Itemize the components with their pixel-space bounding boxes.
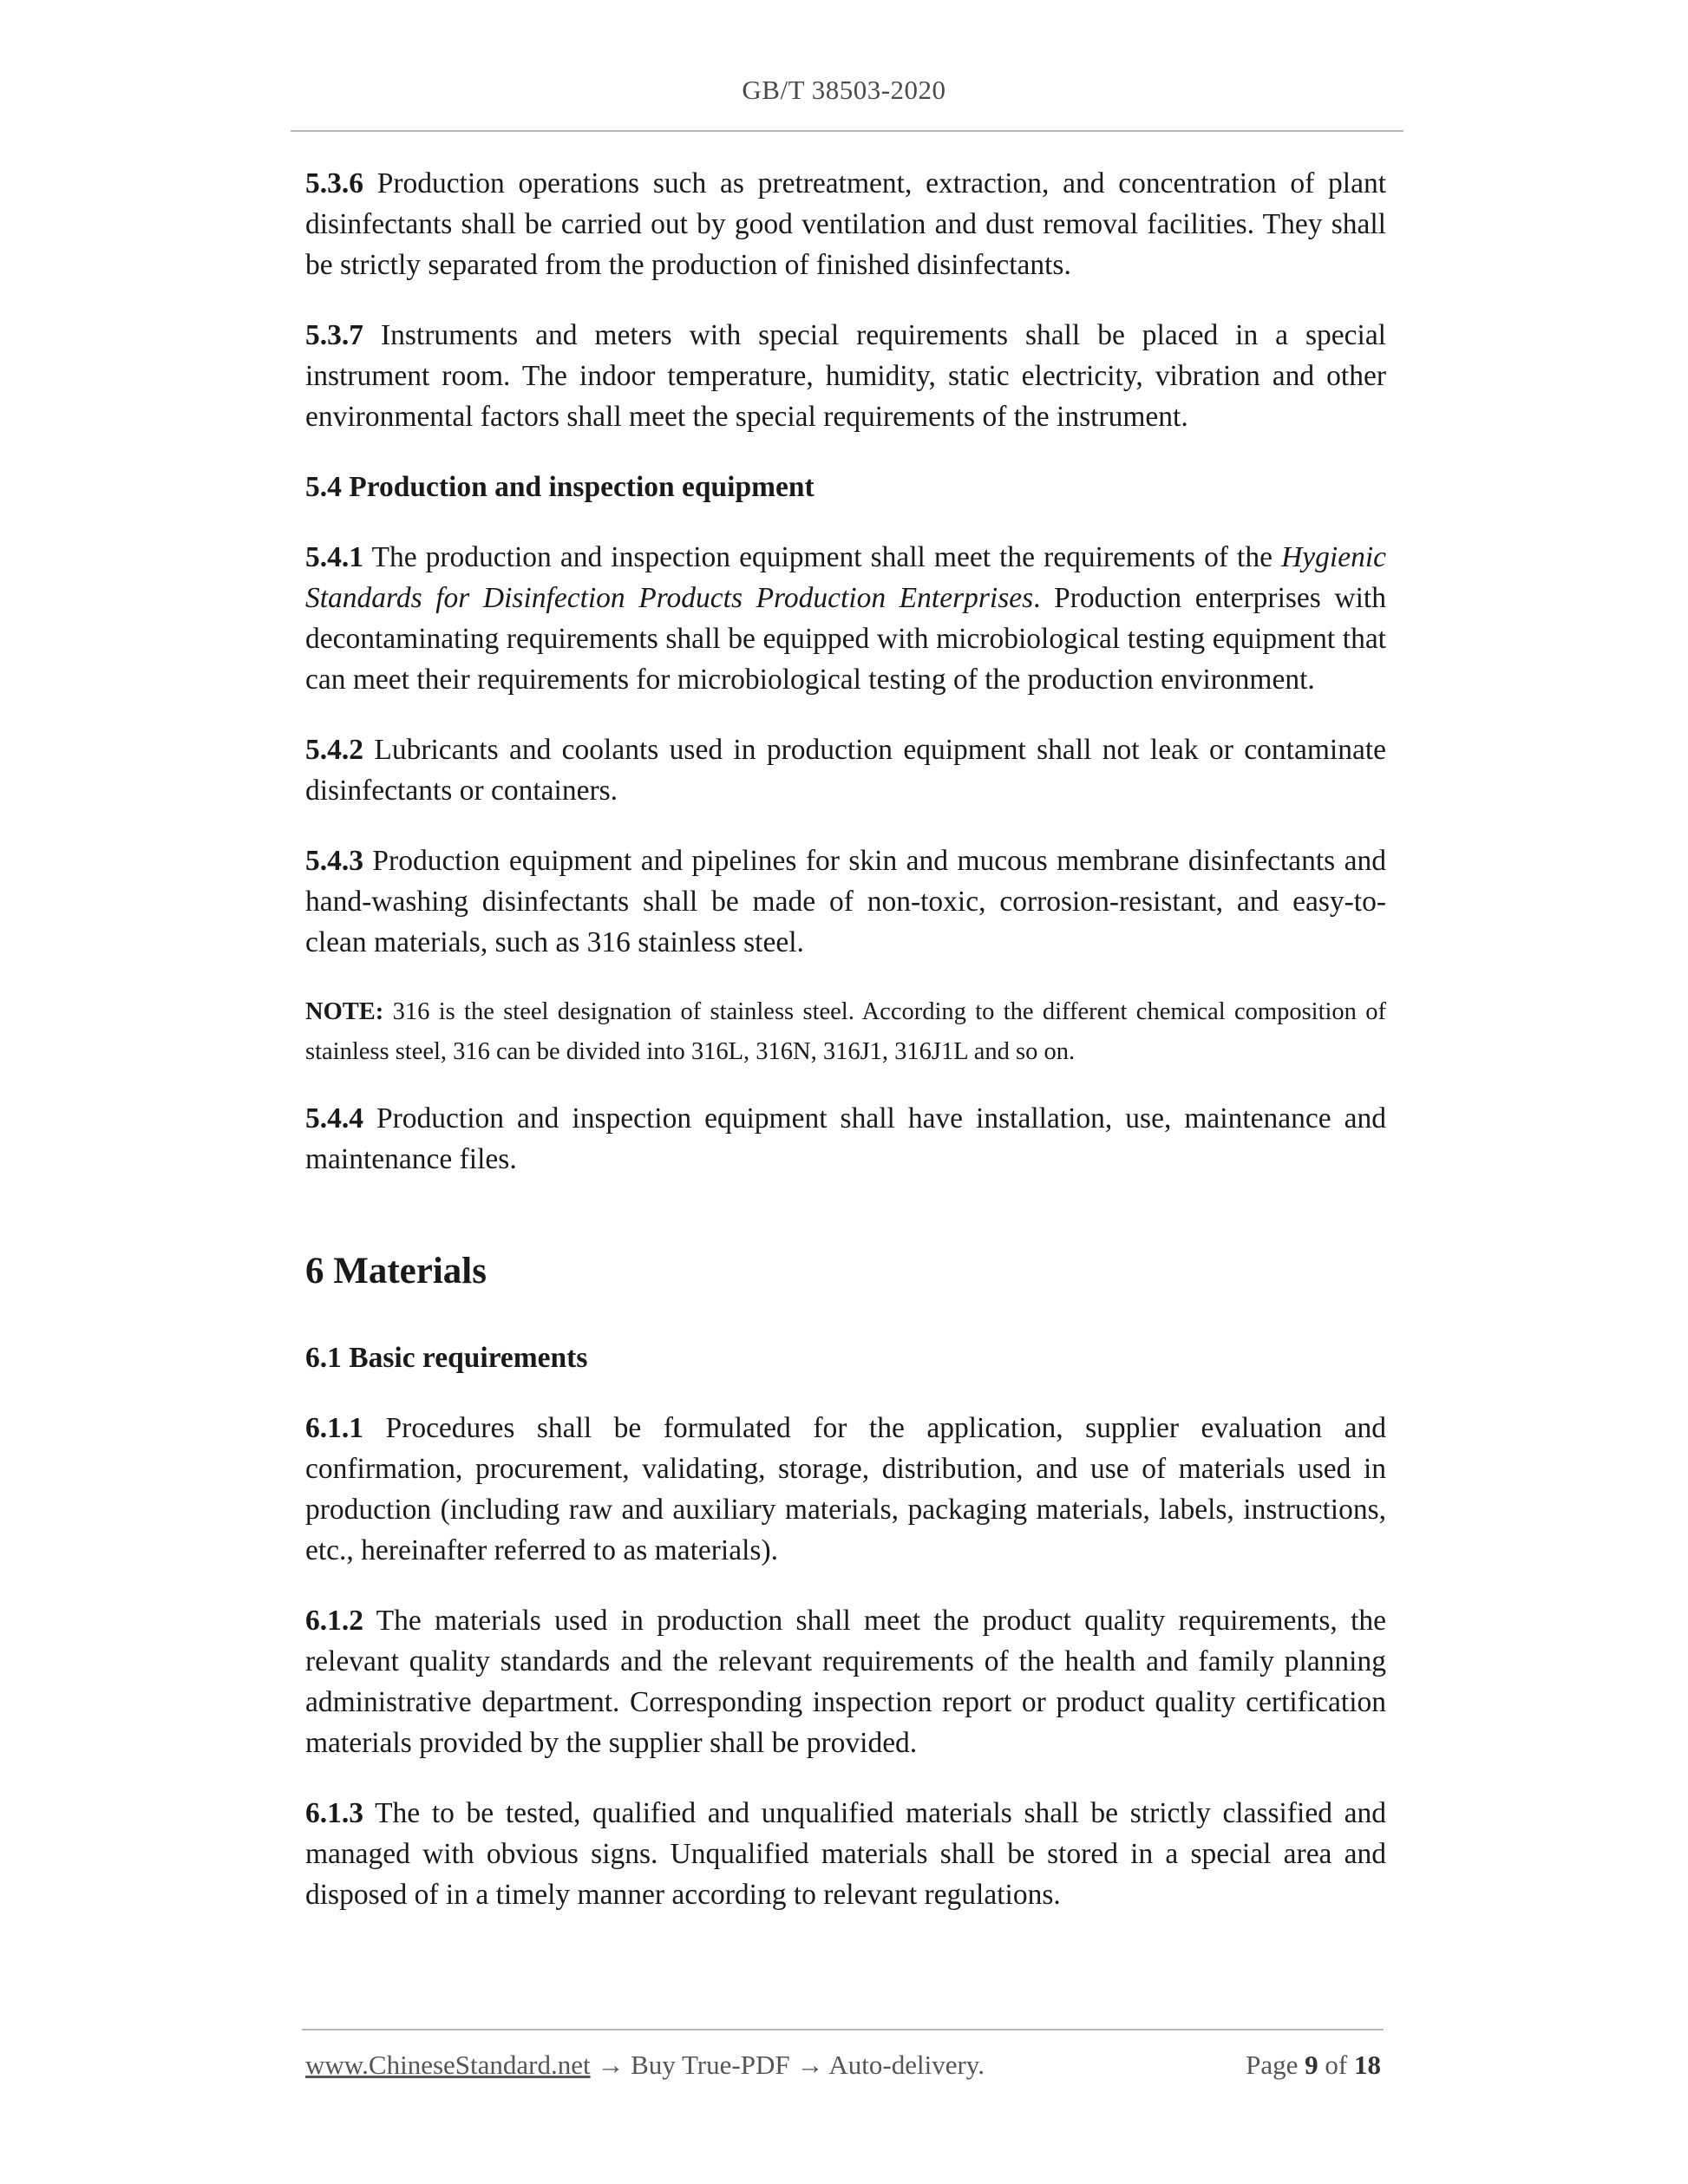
clause-text: Instruments and meters with special requirements shall be placed in a special instrument room. The indoor temperature, humidity, static electricity, vibration and other environmental factors shall meet the special requirements of the instrument. — [305, 319, 1386, 433]
clause-number: 6.1.1 — [305, 1412, 363, 1444]
clause-number: 6.1.3 — [305, 1797, 363, 1829]
clause-text: Production and inspection equipment shall have installation, use, maintenance and maintenance files. — [305, 1102, 1386, 1175]
clause-number: 6.1.2 — [305, 1605, 363, 1637]
clause-5-4-2 — [305, 729, 1386, 811]
clause-text: Production operations such as pretreatment, extraction, and concentration of plant disinfectants shall be carried out by good ventilation and dust removal facilities. They shall be strictly separated from the production of finished disinfectants. — [305, 167, 1386, 281]
clause-number: 5.4.1 — [305, 541, 363, 573]
page-total: 18 — [1354, 2050, 1381, 2080]
clause-5-4-3 — [305, 840, 1386, 963]
website-link[interactable]: www.ChineseStandard.net — [305, 2050, 591, 2080]
heading-5-4: 5.4 Production and inspection equipment — [305, 471, 815, 503]
clause-number: 5.4.4 — [305, 1102, 363, 1135]
heading-6: 6 Materials — [305, 1251, 487, 1291]
page-content — [305, 163, 1386, 1945]
clause-text: Lubricants and coolants used in production equipment shall not leak or contaminate disinfectants or containers. — [305, 734, 1386, 807]
note-text: 316 is the steel designation of stainless steel. According to the different chemical composition of stainless steel, 316 can be divided into 316L, 316N, 316J1, 316J1L and so on. — [305, 998, 1386, 1065]
clause-text: Procedures shall be formulated for the application, supplier evaluation and confirmation, procurement, validating, storage, distribution, and use of materials used in production (including raw and auxiliary materials, packaging materials, labels, instructions, etc., hereinafter referred to as materials). — [305, 1412, 1386, 1566]
clause-number: 5.3.6 — [305, 167, 363, 199]
page-counter — [1246, 2050, 1381, 2081]
header-divider — [291, 130, 1403, 132]
clause-text: The materials used in production shall meet the product quality requirements, the relevant quality standards and the relevant requirements of the health and family planning administrative department. Corresponding inspection report or product quality certification materials provided by the supplier shall be provided. — [305, 1605, 1386, 1759]
page-footer — [305, 2050, 1381, 2088]
arrow-right-icon: → — [796, 2050, 824, 2080]
clause-text: Production equipment and pipelines for skin and mucous membrane disinfectants and hand-washing disinfectants shall be made of non-toxic, corrosion-resistant, and easy-to-clean materials, such as 316 stainless steel. — [305, 845, 1386, 958]
note — [305, 992, 1386, 1072]
clause-text-cont: . Production enterprises with decontaminating requirements shall be equipped with microbiological testing equipment that can meet their requirements for microbiological testing of the production environment. — [305, 582, 1386, 696]
clause-text: The production and inspection equipment shall meet the requirements of the — [363, 541, 1282, 573]
clause-5-4-1 — [305, 537, 1386, 700]
clause-5-3-6 — [305, 163, 1386, 285]
clause-5-3-7 — [305, 315, 1386, 437]
clause-6-1-3 — [305, 1793, 1386, 1915]
page-number: 9 — [1305, 2050, 1318, 2080]
footer-promo — [305, 2050, 985, 2081]
buy-true-pdf-text: Buy True-PDF — [631, 2050, 790, 2080]
of-label: of — [1325, 2050, 1348, 2080]
footer-divider — [302, 2029, 1384, 2030]
clause-6-1-1 — [305, 1408, 1386, 1571]
clause-number: 5.3.7 — [305, 319, 363, 351]
arrow-right-icon: → — [597, 2050, 625, 2080]
heading-6-1: 6.1 Basic requirements — [305, 1342, 588, 1374]
clause-number: 5.4.3 — [305, 845, 363, 877]
note-label: NOTE: — [305, 998, 384, 1025]
clause-number: 5.4.2 — [305, 734, 363, 766]
clause-text: The to be tested, qualified and unqualified materials shall be strictly classified and managed with obvious signs. Unqualified materials shall be stored in a special area and disposed of in a timely manner according to relevant regulations. — [305, 1797, 1386, 1911]
standard-title: Hygienic Standards for Disinfection Products Production Enterprises — [305, 541, 1386, 614]
document-header: GB/T 38503-2020 — [742, 75, 946, 105]
clause-5-4-4 — [305, 1098, 1386, 1180]
auto-delivery-text: Auto-delivery. — [828, 2050, 985, 2080]
page-label: Page — [1246, 2050, 1299, 2080]
clause-6-1-2 — [305, 1600, 1386, 1763]
